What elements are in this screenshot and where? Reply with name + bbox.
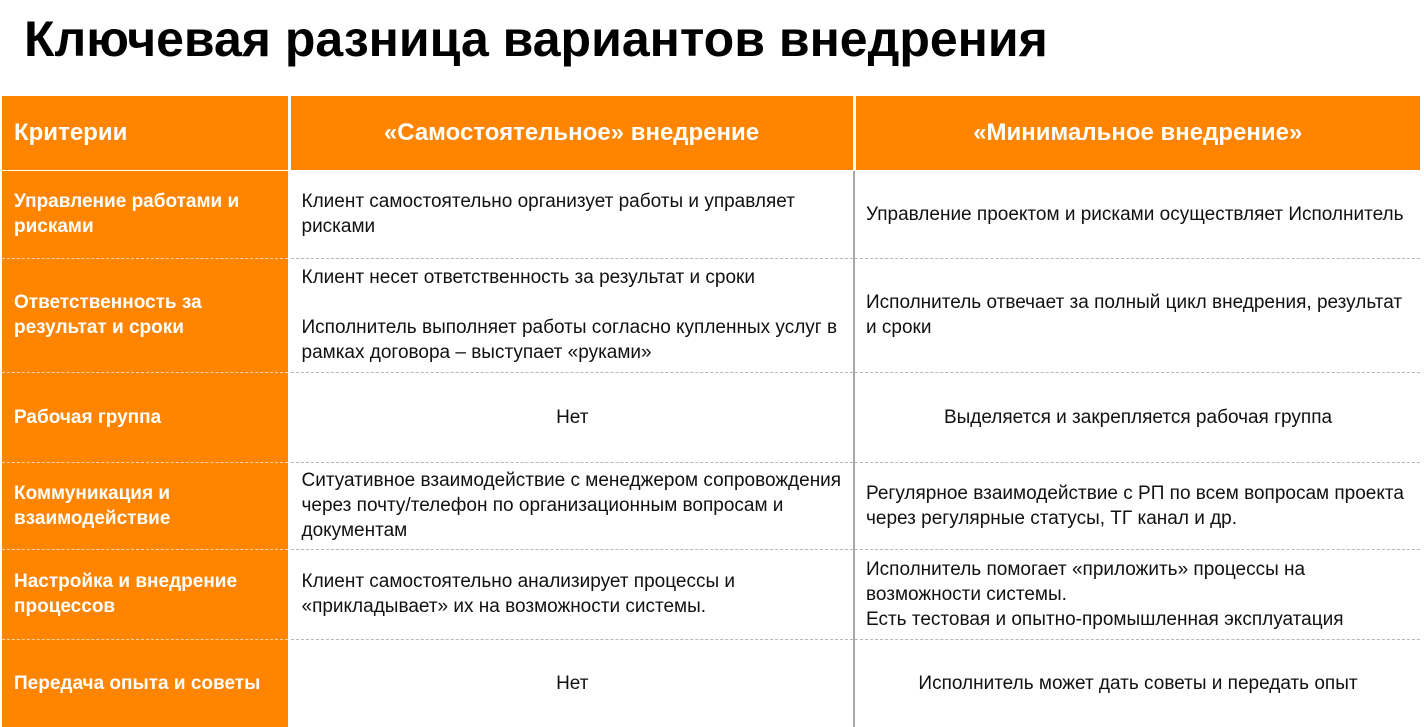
minimal-implementation-cell: Исполнитель отвечает за полный цикл внедрения, результат и сроки — [854, 258, 1420, 372]
header-self-implementation: «Самостоятельное» внедрение — [289, 96, 854, 170]
criterion-cell: Настройка и внедрение процессов — [2, 549, 289, 639]
self-implementation-cell: Клиент самостоятельно организует работы и управляет рисками — [289, 170, 854, 258]
minimal-implementation-cell: Исполнитель может дать советы и передать опыт — [918, 672, 1358, 694]
cell-paragraph: Клиент несет ответственность за результат и сроки — [301, 267, 755, 288]
minimal-implementation-cell: Регулярное взаимодействие с РП по всем вопросам проекта через регулярные статусы, ТГ канал и др. — [854, 462, 1420, 549]
self-implementation-cell: Клиент самостоятельно анализирует процессы и «прикладывает» их на возможности системы. — [289, 549, 854, 639]
page-title: Ключевая разница вариантов внедрения — [24, 11, 1048, 67]
minimal-implementation-cell — [854, 549, 1420, 639]
table-row — [2, 170, 1420, 258]
self-implementation-cell: Нет — [289, 639, 854, 727]
self-implementation-cell: Нет — [289, 372, 854, 462]
header-criteria: Критерии — [2, 96, 289, 170]
criterion-cell: Управление работами и рисками — [2, 170, 289, 258]
table-row — [2, 549, 1420, 639]
cell-line: Есть тестовая и опытно-промышленная эксплуатация — [866, 608, 1344, 630]
header-minimal-implementation: «Минимальное внедрение» — [854, 96, 1420, 170]
cell-paragraph: Исполнитель выполняет работы согласно купленных услуг в рамках договора – выступает «руками» — [301, 317, 838, 363]
table-row — [2, 372, 1420, 462]
criterion-cell: Ответственность за результат и сроки — [2, 258, 289, 372]
minimal-implementation-cell: Управление проектом и рисками осуществляет Исполнитель — [854, 170, 1420, 258]
criterion-cell: Рабочая группа — [2, 372, 289, 462]
criterion-cell: Коммуникация и взаимодействие — [2, 462, 289, 549]
table-row — [2, 639, 1420, 727]
table-row — [2, 462, 1420, 549]
table-row — [2, 258, 1420, 372]
cell-line: Исполнитель помогает «приложить» процессы на возможности системы. — [866, 558, 1306, 605]
minimal-implementation-cell: Выделяется и закрепляется рабочая группа — [854, 372, 1420, 462]
self-implementation-cell — [289, 258, 854, 372]
criterion-cell: Передача опыта и советы — [2, 639, 289, 727]
self-implementation-cell: Ситуативное взаимодействие с менеджером сопровождения через почту/телефон по организационным вопросам и документам — [289, 462, 854, 549]
comparison-table — [2, 96, 1420, 727]
table-header-row — [2, 96, 1420, 170]
